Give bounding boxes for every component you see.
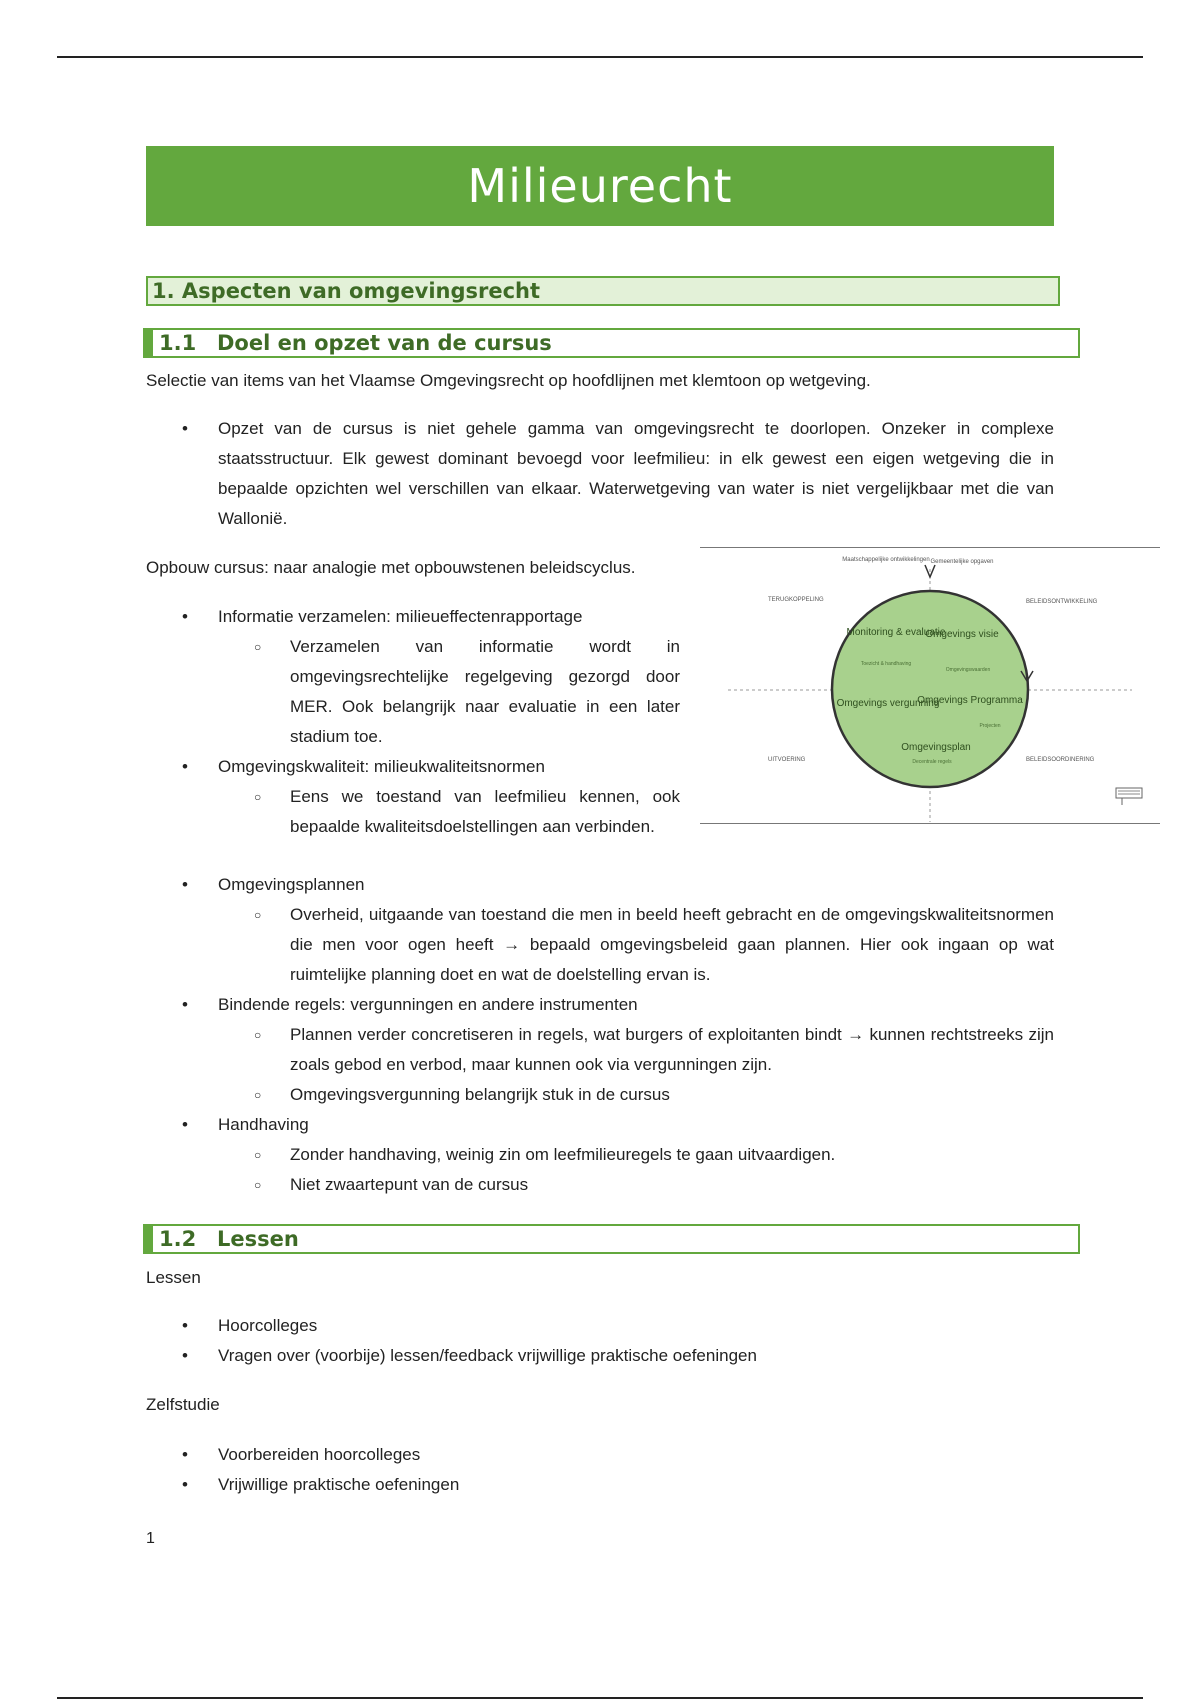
corner-beleidsoordinering: BELEIDSOORDINERING	[1026, 757, 1095, 763]
list-subitem: ○ Plannen verder concretiseren in regels, wat burgers of exploitanten bindt → kunnen rechtstreeks zijn zoals gebod en verbod, maar kunnen ook via vergunningen zijn.	[146, 1020, 1054, 1080]
zelfstudie-label: Zelfstudie	[146, 1395, 220, 1414]
list-subitem: ○ Zonder handhaving, weinig zin om leefmilieuregels te gaan uitvaardigen.	[146, 1140, 1054, 1170]
q1-title: Monitoring & evaluatie	[846, 627, 946, 638]
corner-uitvoering: UITVOERING	[768, 757, 806, 763]
page-number: 1	[146, 1530, 155, 1547]
heading-1-2	[143, 1224, 1080, 1254]
top-rule	[57, 56, 1143, 58]
list-subitem: ○ Niet zwaartepunt van de cursus	[146, 1170, 1054, 1200]
q2-sub: Omgevingswaarden	[945, 667, 991, 673]
list-item: • Informatie verzamelen: milieueffectenrapportage	[146, 602, 680, 632]
cycle-circle	[832, 591, 1028, 787]
q4-sub: Projecten	[979, 723, 1001, 729]
list-item: • Voorbereiden hoorcolleges	[146, 1440, 1054, 1470]
beleidscyclus-figure	[700, 547, 1160, 824]
document-title: Milieurecht	[146, 146, 1054, 226]
heading-1-text: Aspecten van omgevingsrecht	[181, 279, 541, 303]
lessen-label: Lessen	[146, 1268, 201, 1287]
logo-icon	[1116, 788, 1142, 805]
list-subitem: ○ Verzamelen van informatie wordt in omgevingsrechtelijke regelgeving gezorgd door MER. Ook belangrijk naar evaluatie in een later stadium toe.	[146, 632, 680, 752]
heading-1-1-text: Doel en opzet van de cursus	[217, 331, 552, 355]
q2-title: Omgevings visie	[925, 629, 999, 640]
list-item: • Omgevingskwaliteit: milieukwaliteitsnormen	[146, 752, 680, 782]
list-item: • Hoorcolleges	[146, 1311, 1054, 1341]
list-subitem: ○ Eens we toestand van leefmilieu kennen, ook bepaalde kwaliteitsdoelstellingen aan verbinden.	[146, 782, 680, 842]
list-subitem: ○ Omgevingsvergunning belangrijk stuk in de cursus	[146, 1080, 1054, 1110]
q1-sub: Toezicht & handhaving	[860, 661, 912, 667]
intro-paragraph: Selectie van items van het Vlaamse Omgevingsrecht op hoofdlijnen met klemtoon op wetgeving.	[146, 371, 871, 390]
list-subitem: ○ Overheid, uitgaande van toestand die men in beeld heeft gebracht en de omgevingskwaliteitsnormen die men voor ogen heeft → bepaald omgevingsbeleid gaan plannen. Hier ook ingaan op wat ruimtelijke planning doet en wat de doelstelling ervan is.	[146, 900, 1054, 990]
label-maatschappelijk: Maatschappelijke ontwikkelingen	[842, 557, 930, 563]
opzet-list	[146, 414, 1054, 534]
list-item: • Bindende regels: vergunningen en andere instrumenten	[146, 990, 1054, 1020]
bottom-title: Omgevingsplan	[901, 742, 971, 753]
corner-beleidsontwikkeling: BELEIDSONTWIKKELING	[1026, 599, 1098, 605]
bottom-rule	[57, 1697, 1143, 1699]
list-item: • Vragen over (voorbije) lessen/feedback vrijwillige praktische oefeningen	[146, 1341, 1054, 1371]
beleidscyclus-list-continued	[146, 870, 1054, 1200]
list-item: • Opzet van de cursus is niet gehele gamma van omgevingsrecht te doorlopen. Onzeker in complexe staatsstructuur. Elk gewest dominant bevoegd voor leefmilieu: in elk gewest een eigen wetgeving die in bepaalde opzichten wel verschillen van elkaar. Waterwetgeving van water is niet vergelijkbaar met die van Wallonië.	[146, 414, 1054, 534]
heading-1	[146, 276, 1060, 306]
heading-1-number: 1.	[152, 279, 175, 303]
list-item: • Vrijwillige praktische oefeningen	[146, 1470, 1054, 1500]
bottom-sub: Decentrale regels	[912, 759, 952, 765]
q3-title: Omgevings vergunning	[836, 698, 940, 709]
list-item: • Omgevingsplannen	[146, 870, 1054, 900]
heading-1-2-text: Lessen	[217, 1227, 299, 1251]
opbouw-paragraph: Opbouw cursus: naar analogie met opbouwstenen beleidscyclus.	[146, 558, 636, 577]
zelfstudie-list	[146, 1440, 1054, 1500]
list-item: • Handhaving	[146, 1110, 1054, 1140]
q4-title: Omgevings Programma	[917, 695, 1023, 706]
heading-1-1-number: 1.1	[159, 331, 197, 355]
label-gemeentelijk: Gemeentelijke opgaven	[930, 559, 994, 565]
beleidscyclus-list	[146, 602, 680, 842]
heading-1-2-number: 1.2	[159, 1227, 197, 1251]
lessen-list	[146, 1311, 1054, 1371]
beleidscyclus-diagram	[700, 547, 1160, 824]
heading-1-1	[143, 328, 1080, 358]
corner-terugkoppeling: TERUGKOPPELING	[768, 597, 824, 603]
